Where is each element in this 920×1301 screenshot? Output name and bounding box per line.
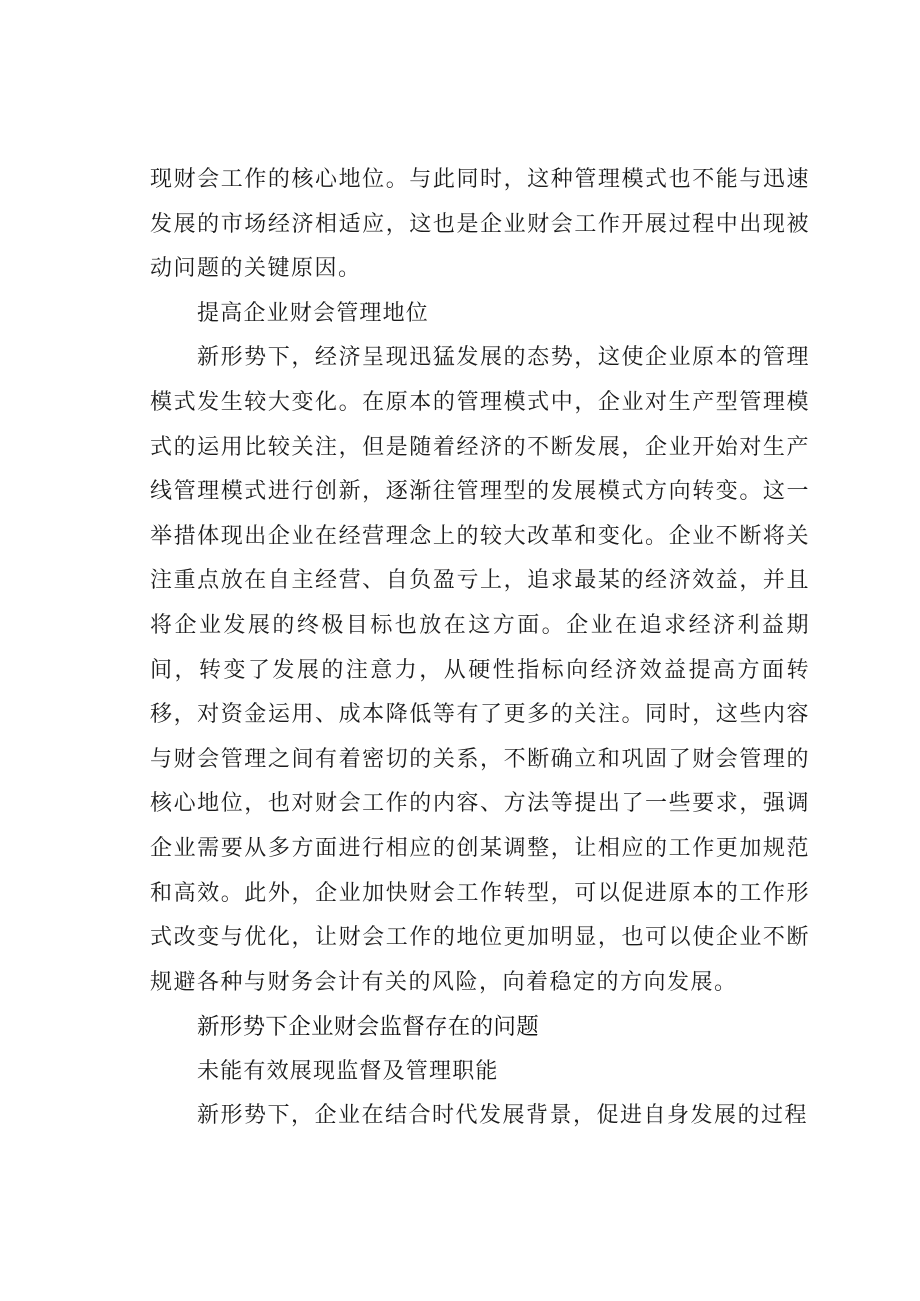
section-heading: 新形势下企业财会监督存在的问题 — [197, 1014, 540, 1041]
paragraph-trailing: 新形势下，企业在结合时代发展背景，促进自身发展的过程 — [197, 1103, 809, 1129]
subheading-improve-status: 提高企业财会管理地位 — [197, 300, 430, 326]
document-body — [150, 158, 810, 1139]
paragraph-body: 新形势下，经济呈现迅猛发展的态势，这使企业原本的管理模式发生较大变化。在原本的管理模式中，企业对生产型管理模式的运用比较关注，但是随着经济的不断发展，企业开始对生产线管理模式进行创新，逐渐往管理型的发展模式方向转变。这一举措体现出企业在经营理念上的较大改革和变化。企业不断将关注重点放在自主经营、自负盈亏上，追求最某的经济效益，并且将企业发展的终极目标也放在这方面。企业在追求经济利益期间，转变了发展的注意力，从硬性指标向经济效益提高方面转移，对资金运用、成本降低等有了更多的关注。同时，这些内容与财会管理之间有着密切的关系，不断确立和巩固了财会管理的核心地位，也对财会工作的内容、方法等提出了一些要求，强调企业需要从多方面进行相应的创某调整，让相应的工作更加规范和高效。此外，企业加快财会工作转型，可以促进原本的工作形式改变与优化，让财会工作的地位更加明显，也可以使企业不断规避各种与财务会计有关的风险，向着稳定的方向发展。 — [150, 345, 810, 995]
paragraph-continuation: 现财会工作的核心地位。与此同时，这种管理模式也不能与迅速发展的市场经济相适应，这也是企业财会工作开展过程中出现被动问题的关键原因。 — [150, 167, 810, 282]
subheading-supervision: 未能有效展现监督及管理职能 — [197, 1058, 499, 1084]
